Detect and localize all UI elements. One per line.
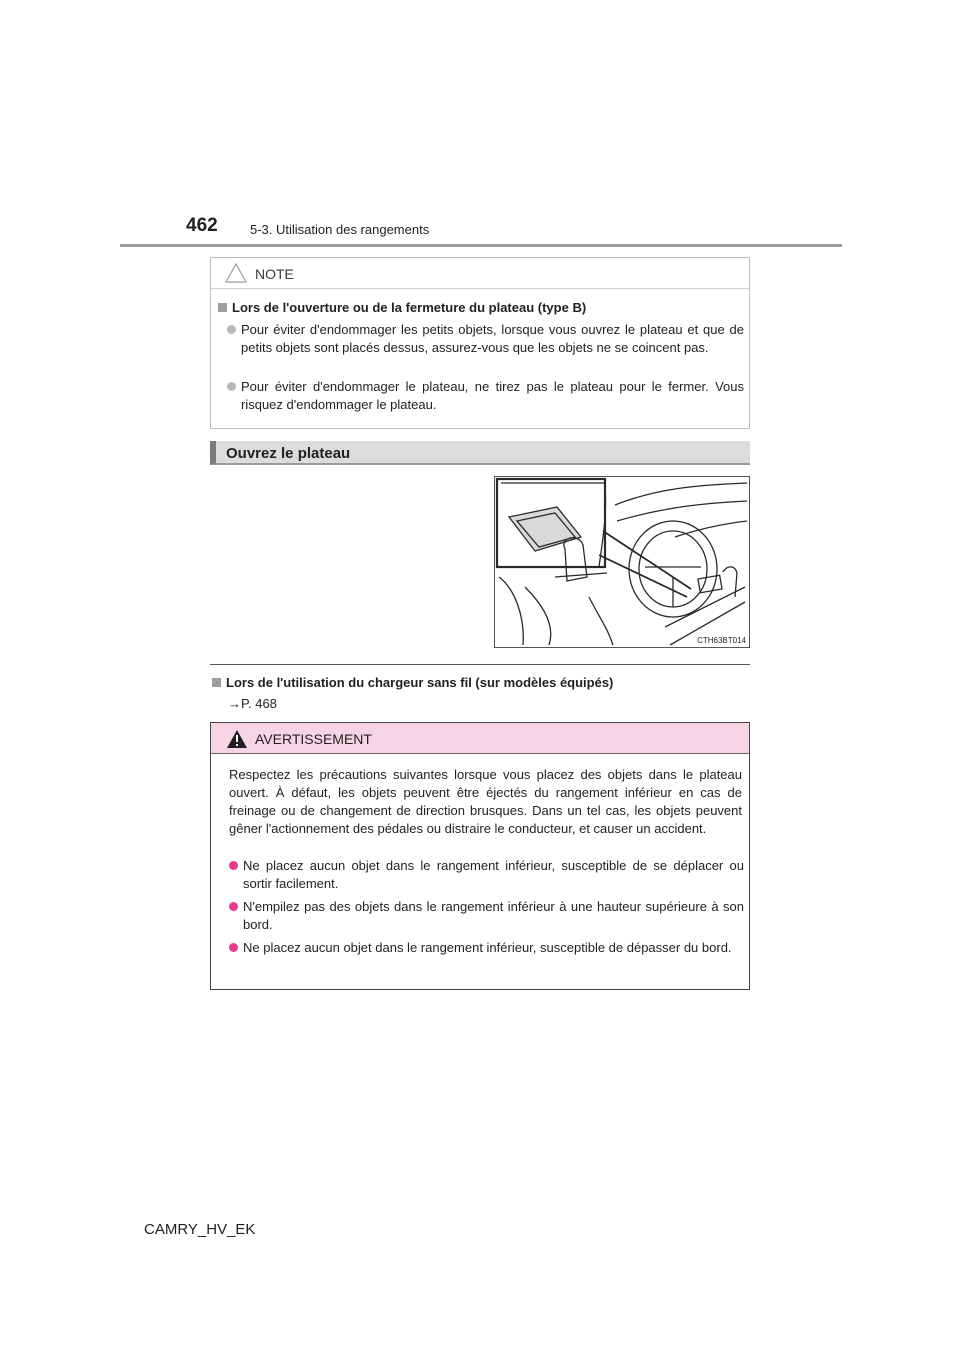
square-bullet-icon <box>218 303 227 312</box>
bullet-dot-icon <box>229 902 238 911</box>
tray-illustration <box>494 476 750 648</box>
note-bullet <box>241 378 744 414</box>
warning-bullet-text: Ne placez aucun objet dans le rangement inférieur, susceptible de dépasser du bord. <box>243 940 732 955</box>
note-bullet-text: Pour éviter d'endommager les petits objets, lorsque vous ouvrez le plateau et que de petits objets sont placés dessus, assurez-vous que les objets ne se coincent pas. <box>241 322 744 355</box>
section-bar-title: Ouvrez le plateau <box>226 445 351 462</box>
page-reference-link[interactable]: →P. 468 <box>228 696 277 711</box>
charger-heading-text: Lors de l'utilisation du chargeur sans fil (sur modèles équipés) <box>226 675 614 690</box>
note-heading <box>218 300 586 315</box>
note-bullet-text: Pour éviter d'endommager le plateau, ne tirez pas le plateau pour le fermer. Vous risquez d'endommager le plateau. <box>241 379 744 412</box>
bullet-dot-icon <box>227 325 236 334</box>
section-bar <box>210 441 750 465</box>
warning-bullet <box>243 939 744 957</box>
illustration-code: CTH63BT014 <box>697 636 746 645</box>
warning-bullet-text: N'empilez pas des objets dans le rangement inférieur à une hauteur supérieure à son bord. <box>243 899 744 932</box>
page-number: 462 <box>186 215 218 236</box>
note-box <box>210 257 750 429</box>
bullet-dot-icon <box>227 382 236 391</box>
square-bullet-icon <box>212 678 221 687</box>
bullet-dot-icon <box>229 861 238 870</box>
warning-triangle-icon <box>226 729 248 749</box>
charger-heading <box>212 675 613 690</box>
note-header <box>211 258 749 289</box>
warning-bullet-text: Ne placez aucun objet dans le rangement inférieur, susceptible de se déplacer ou sortir facilement. <box>243 858 744 891</box>
warning-bullet <box>243 898 744 934</box>
note-label: NOTE <box>255 266 294 282</box>
console-tray-drawing <box>495 477 749 647</box>
warning-intro: Respectez les précautions suivantes lorsque vous placez des objets dans le plateau ouvert. À défaut, les objets peuvent être éjectés du rangement inférieur en cas de freinage ou de changement de direction brusques. Dans un tel cas, les objets peuvent gêner l'actionnement des pédales ou distraire le conducteur, et causer un accident. <box>229 767 742 836</box>
warning-bullet <box>243 857 744 893</box>
warning-label: AVERTISSEMENT <box>255 731 372 747</box>
warning-box <box>210 722 750 990</box>
bullet-dot-icon <box>229 943 238 952</box>
footer-model: CAMRY_HV_EK <box>144 1221 256 1238</box>
note-bullet <box>241 321 744 357</box>
section-title: 5-3. Utilisation des rangements <box>250 222 430 237</box>
header-rule <box>120 244 842 247</box>
divider <box>210 664 750 665</box>
note-heading-text: Lors de l'ouverture ou de la fermeture du plateau (type B) <box>232 300 587 315</box>
warning-header <box>211 723 749 754</box>
caution-triangle-icon <box>225 263 247 283</box>
